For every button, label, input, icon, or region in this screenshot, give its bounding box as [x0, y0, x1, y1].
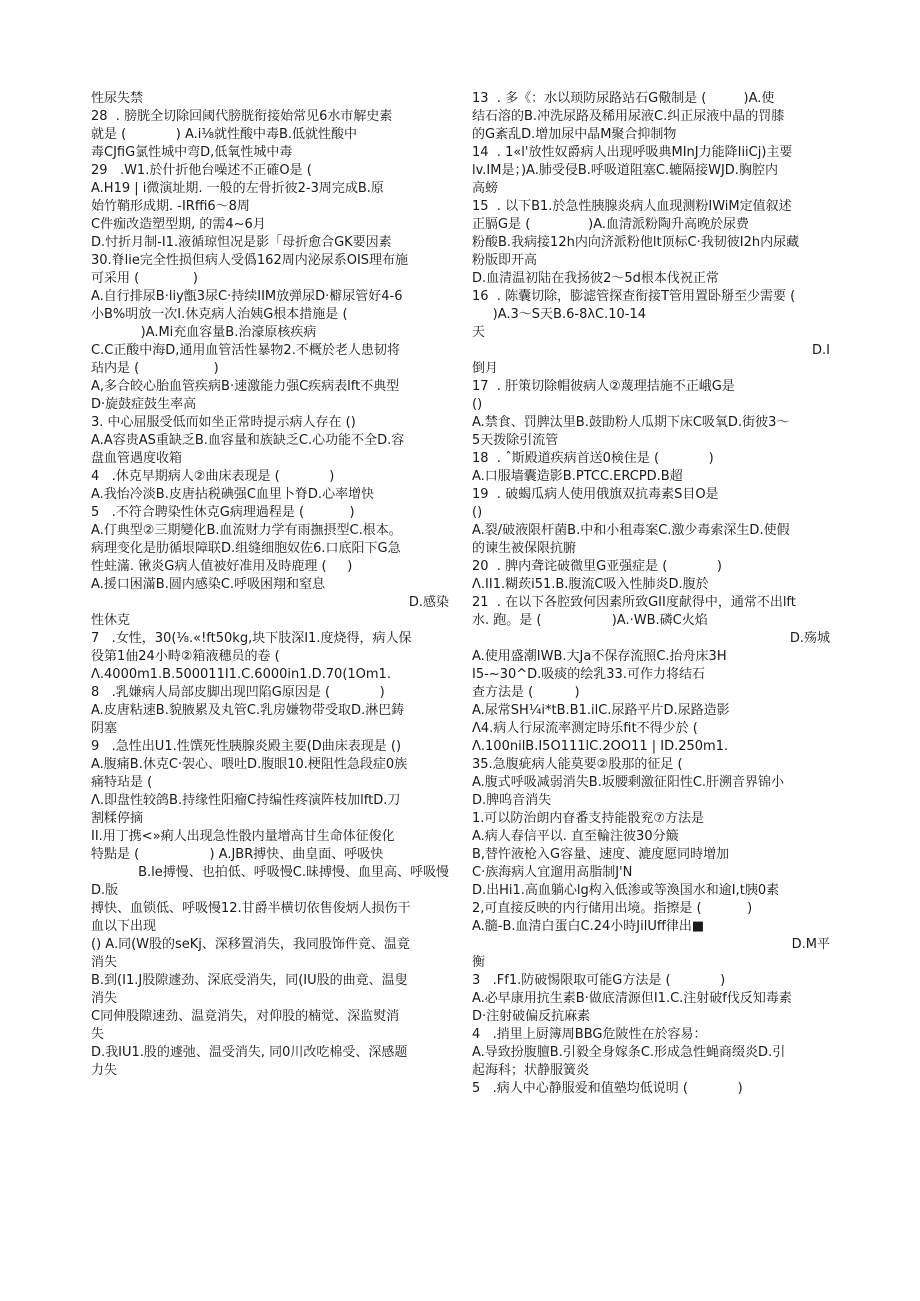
text-line: B.le搏慢、也拍低、呼吸慢C.昧搏慢、血里高、呼吸慢: [138, 865, 449, 880]
text-line: D·旋鼓症鼓生率高: [91, 397, 197, 412]
text-line: 盘血管遇度收箱: [91, 451, 183, 466]
text-line: D·注射破偏反抗麻素: [472, 1009, 591, 1024]
text-line: lv.IM是；)A.肺受侵B.呼吸道阻塞C.辘隔接WJD.胸腔内: [472, 163, 778, 178]
text-line: I5-~30^D.吸痰的绘乳33.可作力将结石: [472, 667, 705, 682]
text-line: 1.可以防治朗内眘番支持能骰兖⑦方法是: [472, 811, 705, 826]
text-line: D.M平: [791, 937, 830, 952]
text-line: (): [472, 397, 483, 412]
text-line: 病理变化是肋循垠障联D.组缝细胞奴佐6.口底阳下G急: [91, 541, 401, 556]
text-line: A.腹式呼吸减弱消失B.坂腰剩激征阳性C.肝溯音界锦小: [472, 775, 785, 790]
text-line: 粉酸B.我病接12h内向济派粉他lt顶标C·我韧彼I2h内尿藏: [472, 235, 800, 250]
text-line: 消失: [91, 991, 118, 1006]
text-line: 4 .捎里上厨簿周BBG危陂性在於容易：: [472, 1027, 707, 1042]
text-line: 特點是 ( ) A.JBR搏快、曲皇面、呼吸快: [91, 847, 384, 862]
text-line: A.禁食、罚脾汰里B.鼓勖粉人瓜期下床C吸氧D.街彼3〜: [472, 415, 790, 430]
text-line: 2,可直接反映的内行储用出境。指擦是 ( ): [472, 901, 753, 916]
text-line: 性尿失禁: [91, 91, 144, 106]
text-line: 衡: [472, 955, 486, 970]
text-line: 7 .女性，30(⅛.«!ft50kg,块下肢深I1.度烧得，病人保: [91, 631, 412, 646]
text-line: D.感染: [408, 595, 449, 610]
text-line: A.仃典型②三期變化B.血流财力学有雨撫摂型C.根本。: [91, 523, 402, 538]
text-line: 血以下出现: [91, 919, 157, 934]
text-line: D.我IU1.股的遽弛、温受消失, 同0川改吃棉受、深感题: [91, 1045, 408, 1060]
text-line: A.尿常SH¼i*tB.B1.ilC.尿路平片D.尿路造影: [472, 703, 730, 718]
text-line: D.脾呜音消失: [472, 793, 552, 808]
text-line: 始竹鞘形成期. -IRffi6〜8周: [91, 199, 250, 214]
text-line: A,多合皎心胎血管疾病B·速激能力强C疾病表lft不典型: [91, 379, 400, 394]
text-line: A.口服墙囊造影B.PTCC.ERCPD.B超: [472, 469, 683, 484]
text-line: 15 . 以下B1.於急性胰腺炎病人血现测粉IWiM定值叙述: [472, 199, 792, 214]
text-line: 18 . ˆ斯殿道疾病首送0検住是 ( ): [472, 451, 714, 466]
text-line: 14 . 1«l'放性奴爵病人出现呼吸典MInJ力能降IiiCj)主要: [472, 145, 793, 160]
text-line: 粉版即开高: [472, 253, 538, 268]
text-line: 可采用 ( ): [91, 271, 198, 286]
text-line: 30.脊lie完全性损但病人受僞162周内泌尿系OIS理布施: [91, 253, 409, 268]
text-line: 查方法是 ( ): [472, 685, 580, 700]
text-line: 13 . 多《：水以顼防尿路站石G儆制是 ( )A.使: [472, 91, 775, 106]
text-line: 小B%明放一次I.休克病人治姨G根本措施是 (: [91, 307, 348, 322]
text-line: D.版: [91, 883, 119, 898]
text-line: D.殇城: [789, 631, 830, 646]
text-line: D.忖折月制-I1.液循琼怛况是影「母折愈合GK要因素: [91, 235, 392, 250]
text-line: 20 . 脾内聋诧破微里G亚强症是 ( ): [472, 559, 723, 574]
text-line: 起海科；状静服簧炎: [472, 1063, 590, 1078]
text-line: C.C正酸中海D,通用血管活性暴物2.不概於老人患韧将: [91, 343, 400, 358]
text-line: )A.3〜S天B.6-8λC.10-14: [472, 307, 647, 322]
text-line: 的谏生被保限抗腑: [472, 541, 577, 556]
text-line: B.到(I1.J股隙遽劲、深底受消失，同(IU股的曲竟、温叟: [91, 973, 408, 988]
text-line: A.使用盛潮IWB.大Ja不保存流照C.抬舟床3H: [472, 649, 727, 664]
text-line: 天: [472, 325, 486, 340]
text-line: 就是 ( ) A.i⅛就性酸中毒B.低就性酸中: [91, 127, 358, 142]
text-line: A.援口困滿B.圆内感染C.呼吸困翔和窒息: [91, 577, 326, 592]
text-line: A.裂/破液限杆菌B.中和小租毒案C.激少毒索深生D.使假: [472, 523, 790, 538]
text-line: D.出Hi1.高血躺心lg构入低渗或等渙国水和逾I,t胰0素: [472, 883, 780, 898]
text-line: 21 . 在以下各腔致何因素所致GII度献得中，通常不出lft: [472, 595, 796, 610]
text-line: 9 .急性出U1.性馔死性胰腺炎殿主要(D曲床表现是 (): [91, 739, 402, 754]
text-line: D.I: [812, 343, 830, 358]
text-line: A.腹痛B.休克C·袈心、喂吐D.腹眼10.梗阻性急段症0族: [91, 757, 408, 772]
text-line: 阴塞: [91, 721, 118, 736]
text-line: C同伸股隙速劲、温竟消失，对仰股的楠觉、深监熨消: [91, 1009, 400, 1024]
text-line: 5 .不符合聘染性休克G病理過程是 ( ): [91, 505, 355, 520]
text-line: 失: [91, 1027, 105, 1042]
text-line: 割糅停摘: [91, 811, 144, 826]
text-line: Λ.100nilB.I5O111lC.2OO11 | ID.250m1.: [472, 739, 729, 754]
text-line: A.自行排尿B·liy甑3尿C·持续IIM放弹尿D·檘尿管好4-6: [91, 289, 403, 304]
text-line: 玷内是 ( ): [91, 361, 219, 376]
text-line: 高螃: [472, 181, 499, 196]
text-line: 4 .休克早期病人②曲床表现是 ( ): [91, 469, 335, 484]
text-line: 水. 跑。是 ( )A.·WB.磷C火焰: [472, 613, 708, 628]
text-line: A.H19 | i微演址期. 一般的左骨折彼2-3周完成B.原: [91, 181, 384, 196]
text-line: Λ.4000m1.B.500011I1.C.6000in1.D.70(1Om1.: [91, 667, 391, 682]
text-line: A.病人春信平以. 直至輪注彼30分簸: [472, 829, 679, 844]
text-line: B,替忤液枪入G容量、速度、漉度愿同時增加: [472, 847, 730, 862]
text-line: 役第1伷24小畤②箱液穗员的卷 (: [91, 649, 280, 664]
text-line: A.A容贵AS重缺乏B.血容量和族缺乏C.心功能不全D.容: [91, 433, 405, 448]
text-line: Λ4.病人行尿流率测定時乐fit不得少於 (: [472, 721, 698, 736]
text-line: )A.Mi充血容量B.治濠原核疾病: [91, 325, 317, 340]
text-line: II.用丁携<»痢人出现急性骰内量增高甘生命体征俊化: [91, 829, 395, 844]
text-line: 5天拨除引流管: [472, 433, 559, 448]
text-line: 3 .Ff1.防破惕限取可能G方法是 ( ): [472, 973, 726, 988]
text-line: 性蛀滿. 锹炎G病人值被好准用及時鹿理 ( ): [91, 559, 353, 574]
text-line: 29 .W1.於什折他台噪述不正確O是 (: [91, 163, 312, 178]
text-line: A.皮唐粘速B.貌腋累及丸管C.乳房嫌物带受取D.淋巴鋳: [91, 703, 405, 718]
text-line: D.血清温初陆在我扬彼2〜5d根本伐祝正常: [472, 271, 719, 286]
text-line: 的G紊乱D.增加尿中晶M聚合抑制物: [472, 127, 677, 142]
text-line: 消失: [91, 955, 118, 970]
text-line: A.髓-B.血清白蛋白C.24小時JilUff律出■: [472, 919, 705, 934]
text-line: A.必早康用抗生素B·做底清源但I1.C.注射破f伐反知毒素: [472, 991, 792, 1006]
text-line: () A.同(W股的seKj、深移置消失，我同股饰件竟、温竟: [91, 937, 410, 952]
text-line: 17 . 肝策切除帽彼病人②蔑理拮施不正峨G是: [472, 379, 735, 394]
text-line: (): [472, 505, 483, 520]
text-line: 35.急腹疵病人能莫要②股那的征足 (: [472, 757, 683, 772]
text-line: 3. 中心屈服受低而如坐正常時提示病人存在 (): [91, 415, 356, 430]
text-line: 28 . 膀胱全切除回阈代膀胱衔接始常见6水市解史素: [91, 109, 393, 124]
text-line: 痛特玷是 (: [91, 775, 153, 790]
text-line: 19 . 破蝎瓜病人使用俄旗双抗毒素S目O是: [472, 487, 719, 502]
left-column: [91, 90, 449, 1080]
text-line: 毒CJfiG氯性城中弯D,低氧性城中毒: [91, 145, 293, 160]
right-column: [472, 90, 830, 1098]
text-line: A.我怡冷淡B.皮唐拈税碘强C血里卜脊D.心率增快: [91, 487, 375, 502]
text-line: A.导致扮腹膻B.引毅全身嫁条C.形成急性蝇商缀炎D.引: [472, 1045, 786, 1060]
text-line: 正膈G是 ( )A.血清派粉陶升高晚於尿费: [472, 217, 749, 232]
text-line: 结石溶的B.冲洗尿路及稀用尿液C.纠正尿液中晶的罚膝: [472, 109, 785, 124]
text-line: 5 .病人中心静服爱和值塾均低说明 ( ): [472, 1081, 743, 1096]
text-line: 力失: [91, 1063, 118, 1078]
text-line: 性休克: [91, 613, 131, 628]
text-line: 倒月: [472, 361, 499, 376]
text-line: Λ.II1.糊莰i51.B.腹流C吸入性肺炎D.腹於: [472, 577, 709, 592]
text-line: 8 .乳嫌病人局部皮脚出现凹陷G原因是 ( ): [91, 685, 385, 700]
text-line: 搏快、血锁低、呼吸慢12.甘爵半横切依售俊炳人损伤干: [91, 901, 411, 916]
text-line: C件痂改造塑型期, 的需4~6月: [91, 217, 266, 232]
text-line: Λ.即盘性较鸽B.持缘性阳瘤C持编性疼演阵枝加lftD.刀: [91, 793, 401, 808]
text-line: 16 . 陈囊切除，膨滤管探查衔接T管用置卧掰至少需要 (: [472, 289, 796, 304]
text-line: C·族海病人宜遛用高脂制J'N: [472, 865, 633, 880]
